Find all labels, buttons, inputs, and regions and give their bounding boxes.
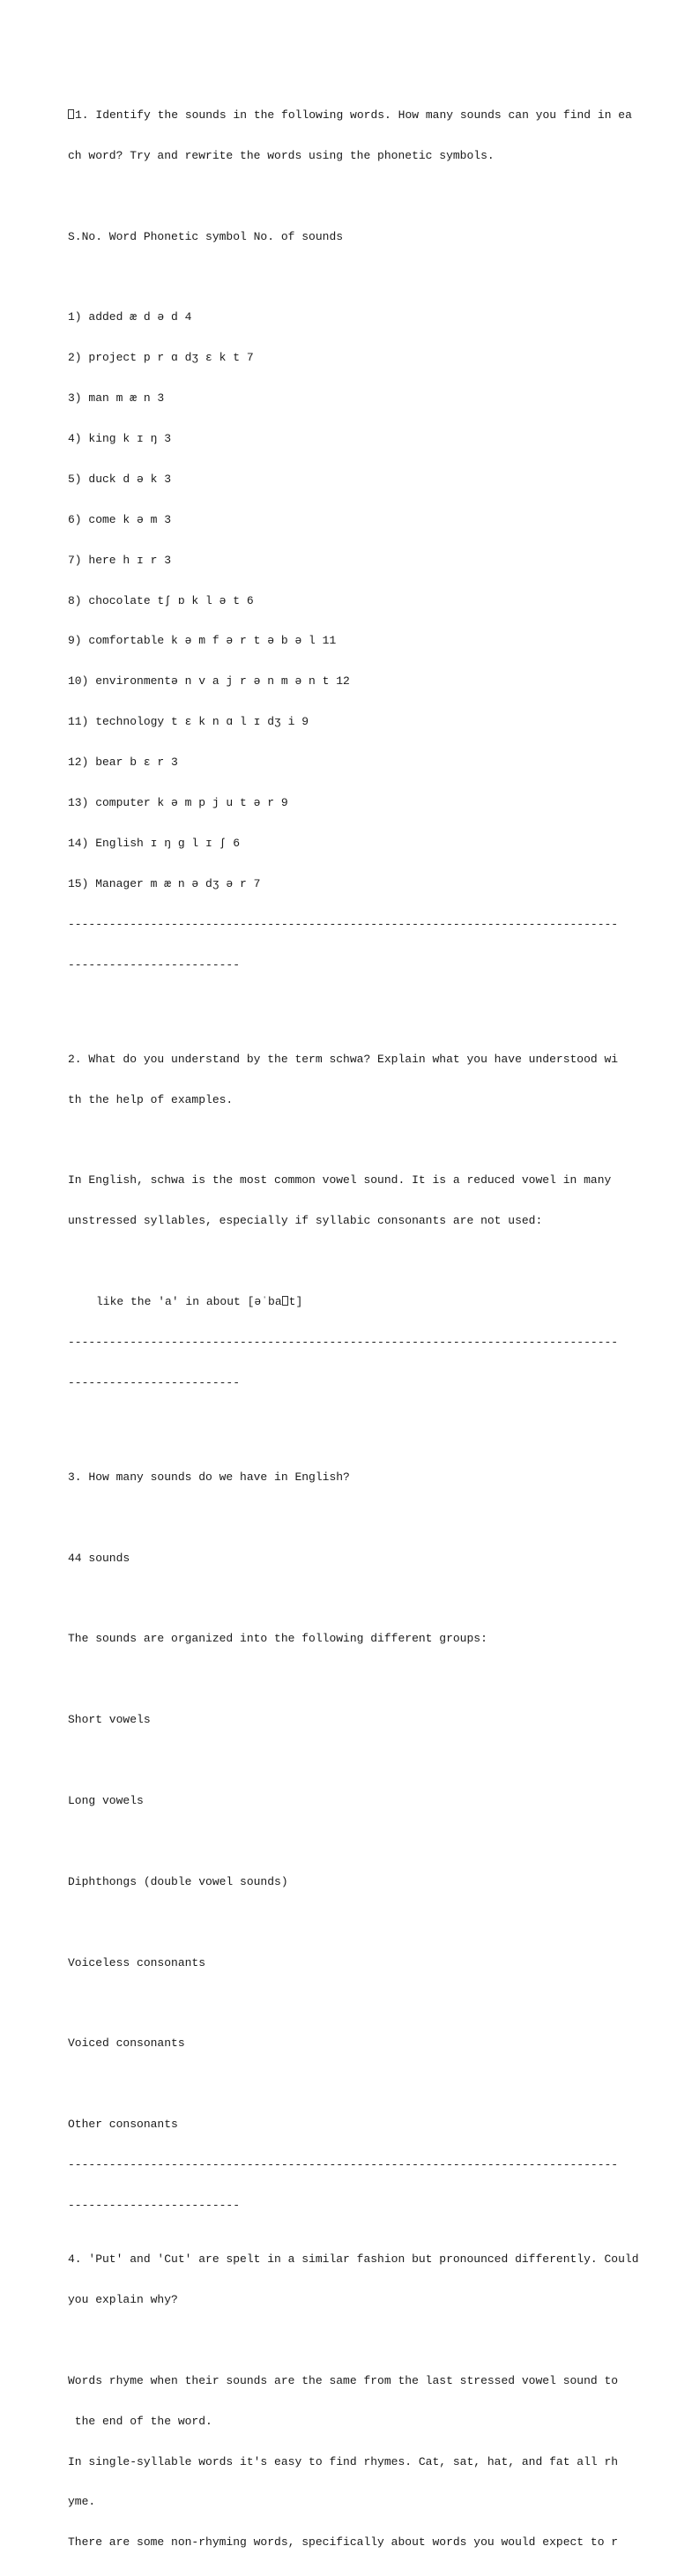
q1-row: 9) comfortable k ə m f ə r t ə b ə l 11 (68, 634, 337, 648)
q1-row: 4) king k ɪ ŋ 3 (68, 432, 172, 446)
q1-text-1: 1. Identify the sounds in the following words. How many sounds can you find in ea (75, 108, 632, 122)
spacer (68, 1916, 667, 1929)
divider-rule: -------------------------------------------------------------------------------- (68, 2158, 619, 2172)
q4-answer-line: Words rhyme when their sounds are the same from the last stressed vowel sound to (68, 2373, 619, 2387)
q3-count: 44 sounds (68, 1551, 130, 1565)
q1-table-header: S.No. Word Phonetic symbol No. of sounds (68, 229, 344, 243)
spacer (68, 190, 667, 203)
divider-rule: -------------------------------------------------------------------------------- (68, 1335, 619, 1349)
q1-row: 11) technology t ɛ k n ɑ l ɪ dʒ i 9 (68, 715, 309, 729)
divider-rule-tail: ------------------------- (68, 957, 241, 972)
spacer (68, 1592, 667, 1605)
q3-question: 3. How many sounds do we have in English? (68, 1470, 350, 1484)
q1-row: 6) come k ə m 3 (68, 512, 172, 526)
q4-answer-line: the end of the word. (68, 2414, 212, 2428)
q3-group-item: Diphthongs (double vowel sounds) (68, 1874, 288, 1888)
q4-answer-line: There are some non-rhyming words, specifically about words you would expect to r (68, 2535, 619, 2550)
q1-row: 1) added æ d ə d 4 (68, 310, 192, 324)
q1-row: 2) project p r ɑ dʒ ɛ k t 7 (68, 351, 254, 365)
q3-group-item: Voiced consonants (68, 2036, 185, 2051)
q3-group-item: Long vowels (68, 1794, 144, 1807)
q4-line-1: 4. 'Put' and 'Cut' are spelt in a similar fashion but pronounced differently. Could (68, 2252, 639, 2267)
spacer (68, 1511, 667, 1524)
q2-example-text-a: like the 'a' in about [əˈba (96, 1295, 282, 1309)
q3-intro: The sounds are organized into the following different groups: (68, 1632, 487, 1646)
spacer (68, 1254, 667, 1268)
q1-row: 5) duck d ə k 3 (68, 472, 172, 486)
q1-row: 10) environmentə n v a j r ə n m ə n t 12 (68, 674, 350, 689)
q1-row: 3) man m æ n 3 (68, 391, 165, 406)
q3-group-item: Voiceless consonants (68, 1955, 206, 1969)
q4-answer-line: In single-syllable words it's easy to find rhymes. Cat, sat, hat, and fat all rh (68, 2454, 619, 2468)
q2-example (68, 1295, 667, 1308)
spacer (68, 1753, 667, 1767)
spacer (68, 2334, 667, 2347)
q1-row: 15) Manager m æ n ə dʒ ə r 7 (68, 876, 261, 890)
document-page (68, 68, 667, 2576)
q1-line-2: ch word? Try and rewrite the words using the phonetic symbols. (68, 148, 495, 162)
spacer (68, 1133, 667, 1146)
divider-rule-tail: ------------------------- (68, 2198, 241, 2212)
divider-rule-tail: ------------------------- (68, 1375, 241, 1389)
spacer (68, 998, 667, 1011)
q1-row: 13) computer k ə m p j u t ə r 9 (68, 796, 288, 810)
q3-group-item: Short vowels (68, 1713, 151, 1727)
spacer (68, 270, 667, 283)
q1-row: 7) here h ɪ r 3 (68, 553, 172, 567)
spacer (68, 1417, 667, 1430)
q1-row: 8) chocolate tʃ ɒ k l ə t 6 (68, 593, 254, 607)
spacer (68, 1672, 667, 1686)
spacer (68, 1996, 667, 2009)
q3-group-item: Other consonants (68, 2118, 178, 2132)
q1-row: 14) English ɪ ŋ g l ɪ ʃ 6 (68, 836, 241, 850)
q4-answer-line: yme. (68, 2495, 96, 2509)
q2-line-1: 2. What do you understand by the term schwa? Explain what you have understood wi (68, 1052, 619, 1066)
q2-answer-2: unstressed syllables, especially if syllabic consonants are not used: (68, 1214, 543, 1228)
spacer (68, 2077, 667, 2090)
missing-glyph-icon (282, 1296, 288, 1306)
missing-glyph-icon (68, 109, 74, 119)
q1-row: 12) bear b ɛ r 3 (68, 756, 178, 770)
spacer (68, 1835, 667, 1848)
q2-example-text-b: t] (288, 1295, 303, 1309)
q4-line-2: you explain why? (68, 2292, 178, 2306)
q1-line-1 (68, 108, 667, 122)
q2-line-2: th the help of examples. (68, 1092, 234, 1106)
divider-rule: -------------------------------------------------------------------------------- (68, 917, 619, 931)
q2-answer-1: In English, schwa is the most common vowel sound. It is a reduced vowel in many (68, 1173, 612, 1187)
